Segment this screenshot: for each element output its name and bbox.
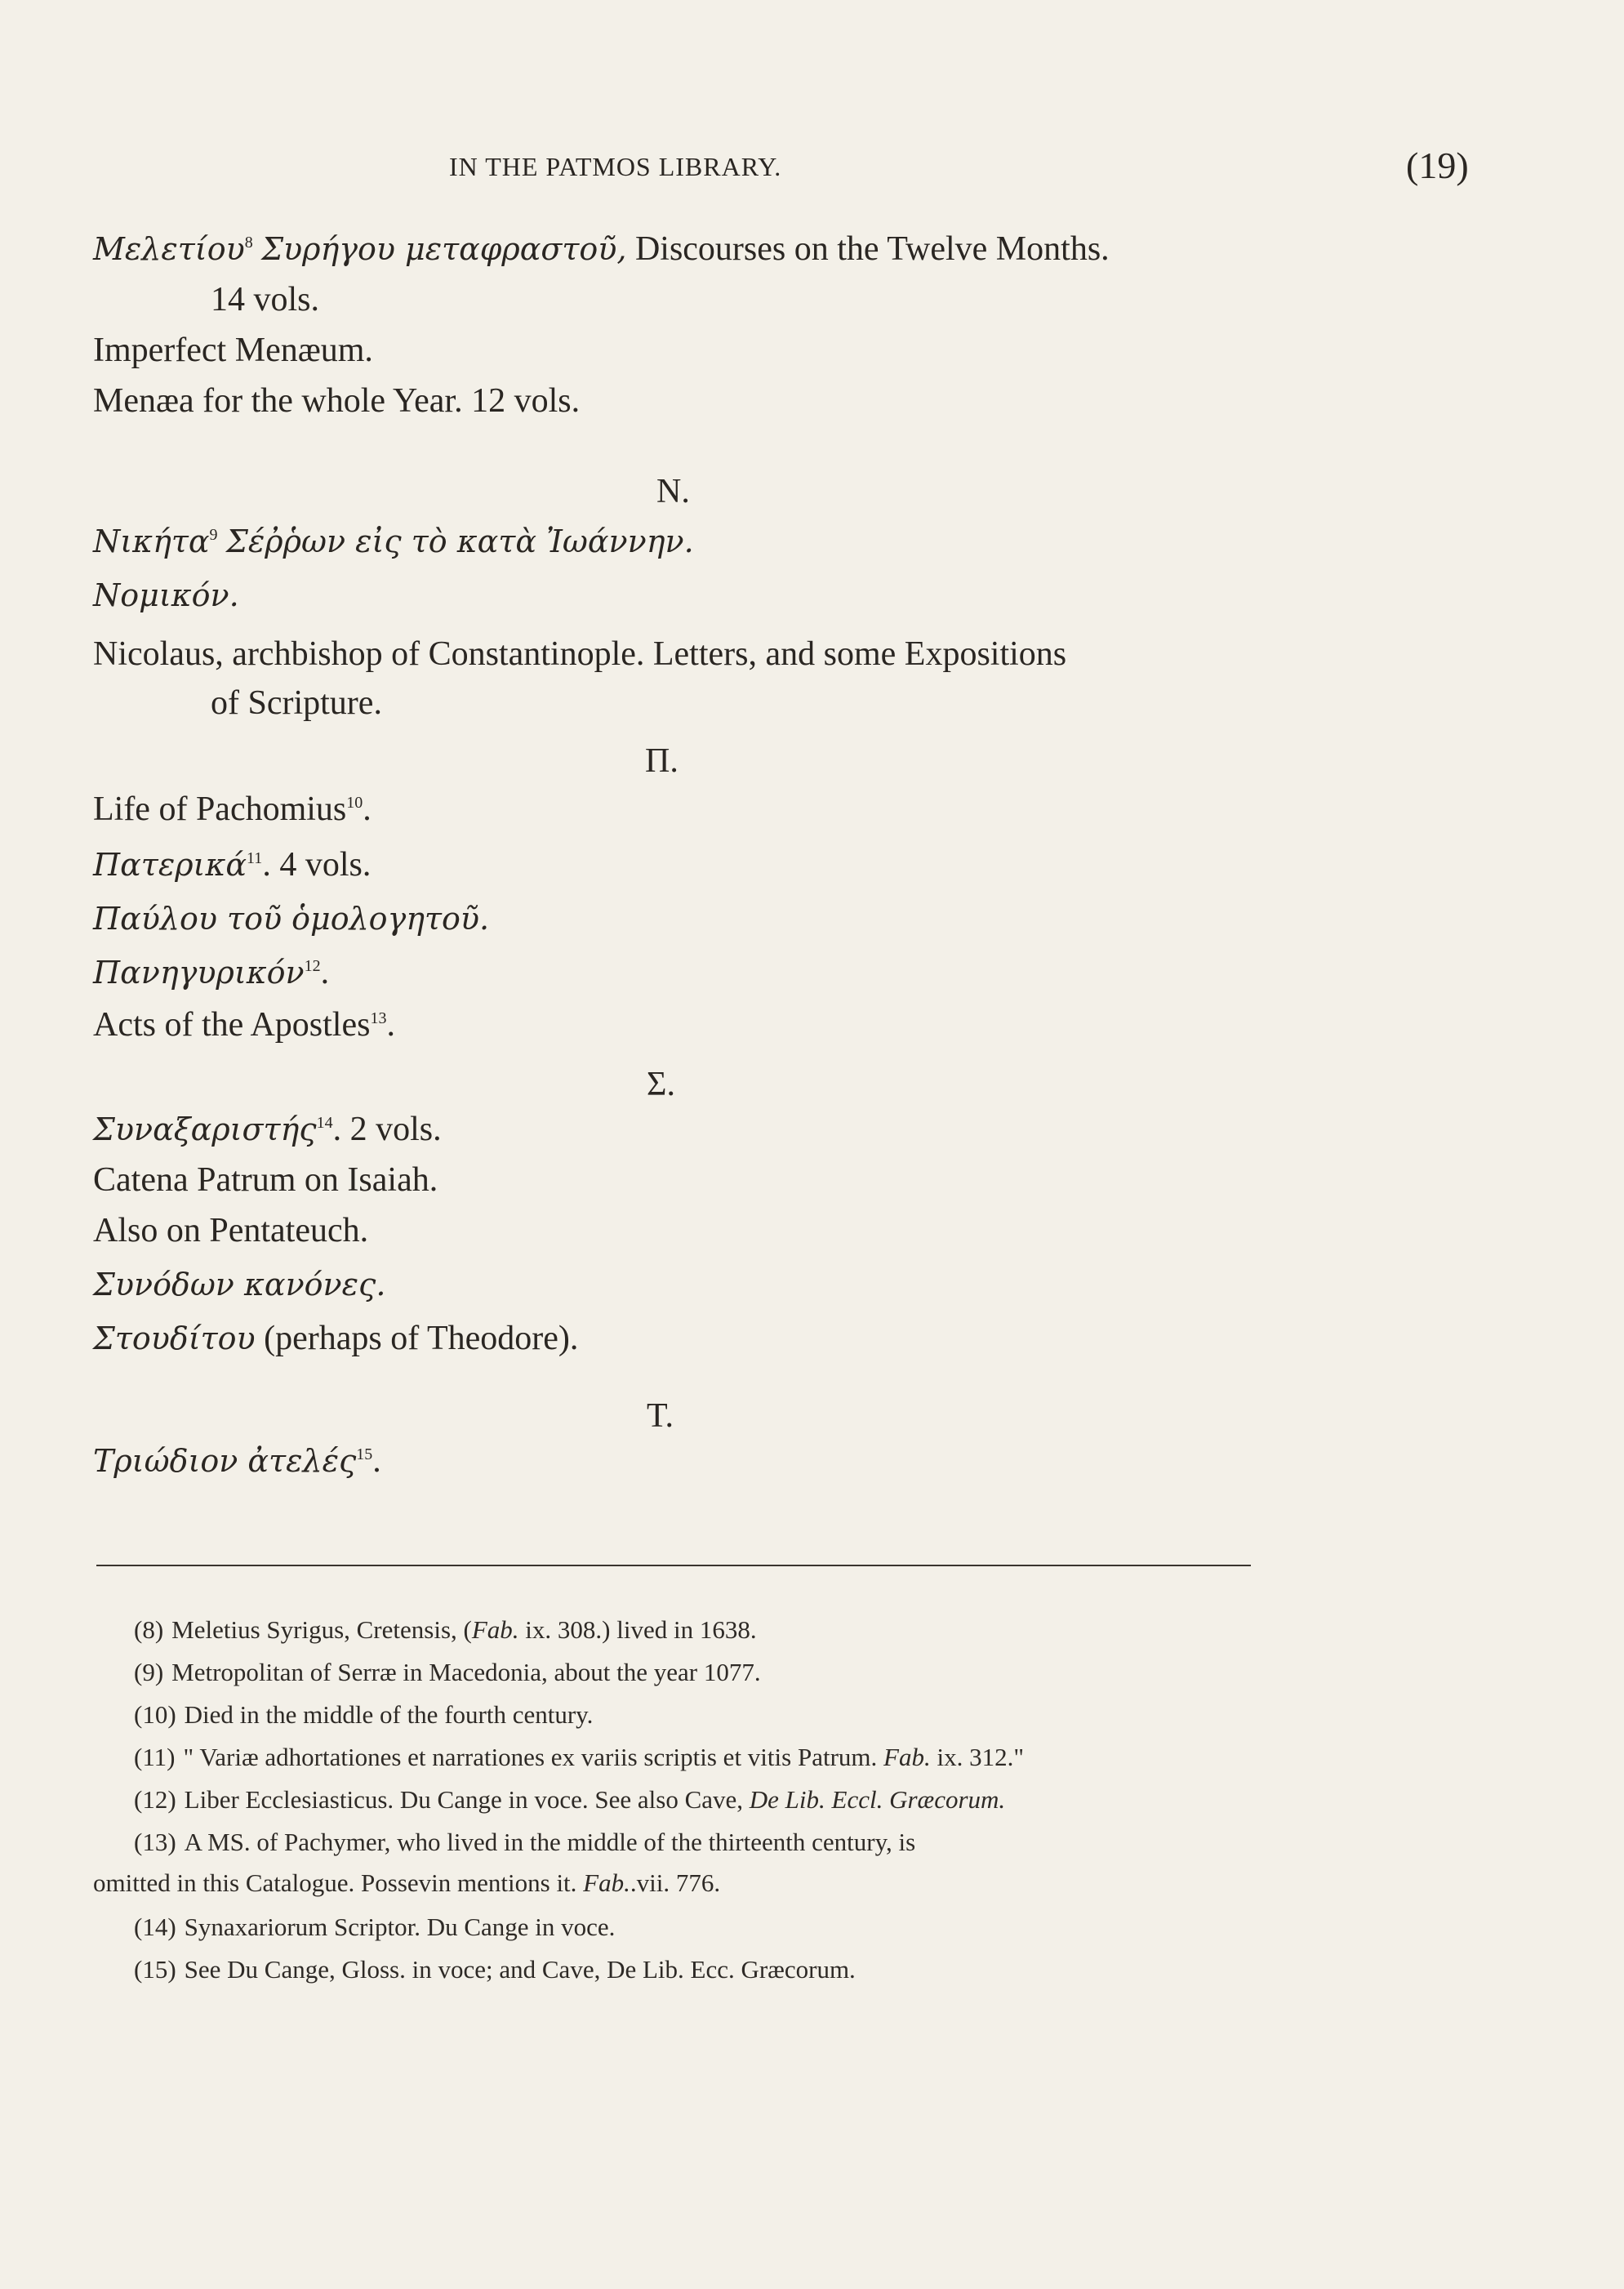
footnote-tail: ix. 308.) lived in 1638. <box>518 1615 757 1644</box>
section-letter-t: T. <box>647 1397 674 1435</box>
footnote <box>134 1617 757 1642</box>
entry-text: Imperfect Menæum. <box>93 332 373 369</box>
section-letter-sigma: Σ. <box>647 1066 675 1103</box>
footnote-number: (10) <box>134 1700 176 1729</box>
footnote-ref: 12 <box>304 957 321 975</box>
footnote-text: Metropolitan of Serræ in Macedonia, about the year 1077. <box>171 1658 761 1686</box>
catalogue-entry <box>93 902 489 936</box>
greek-text: Πανηγυρικόν <box>93 955 305 991</box>
footnote <box>134 1744 1024 1770</box>
greek-text: Παύλου τοῦ ὁμολογητοῦ. <box>93 901 490 937</box>
footnote <box>134 1957 856 1982</box>
footnote-italic: Fab. <box>583 1868 630 1897</box>
catalogue-entry <box>93 1214 368 1248</box>
footnote-ref: 11 <box>247 849 263 867</box>
footnote-ref: 15 <box>356 1445 373 1463</box>
catalogue-entry <box>93 1321 578 1356</box>
catalogue-entry-continuation <box>211 686 382 720</box>
entry-text: Nicolaus, archbishop of Constantinople. Letters, and some Expositions <box>93 635 1067 673</box>
footnote <box>134 1702 593 1727</box>
footnote <box>134 1659 761 1685</box>
catalogue-entry <box>93 1163 438 1197</box>
footnote-text: Synaxariorum Scriptor. Du Cange in voce. <box>184 1913 616 1941</box>
greek-text: Νομικόν. <box>93 577 239 613</box>
footnote-ref: 10 <box>346 794 363 812</box>
catalogue-entry <box>93 848 371 882</box>
footnote-text: Died in the middle of the fourth century. <box>184 1700 594 1729</box>
catalogue-entry <box>93 524 694 559</box>
footnote-ref: 9 <box>209 526 218 544</box>
page-number: (19) <box>1406 145 1469 186</box>
greek-text: Μελετίου <box>93 231 245 267</box>
footnote-number: (14) <box>134 1913 176 1941</box>
section-letter-pi: Π. <box>645 742 679 780</box>
entry-text: Catena Patrum on Isaiah. <box>93 1161 438 1199</box>
footnote-text: omitted in this Catalogue. Possevin mentions it. <box>93 1868 577 1897</box>
greek-text: Νικήτα <box>93 523 210 559</box>
section-letter-n: N. <box>656 473 690 510</box>
greek-text: Συρήγου μεταφραστοῦ, <box>261 231 627 267</box>
footnote-continuation <box>93 1870 720 1895</box>
footnote <box>134 1914 615 1939</box>
catalogue-entry <box>93 637 1066 671</box>
catalogue-entry <box>93 1112 442 1147</box>
entry-tail: . <box>363 790 372 828</box>
catalogue-entry <box>93 955 329 990</box>
greek-text: Συνόδων κανόνες. <box>93 1267 386 1303</box>
greek-text: Πατερικά <box>93 847 247 883</box>
catalogue-entry <box>93 1267 385 1302</box>
entry-text: 14 vols. <box>211 281 320 318</box>
footnote-ref: 14 <box>316 1114 333 1132</box>
footnote-number: (13) <box>134 1828 176 1856</box>
footnote-ref: 13 <box>370 1009 387 1027</box>
catalogue-entry <box>93 333 373 367</box>
greek-text: Στουδίτου <box>93 1320 256 1356</box>
entry-tail: . 2 vols. <box>332 1111 442 1148</box>
footnote-text: A MS. of Pachymer, who lived in the middle of the thirteenth century, is <box>184 1828 916 1856</box>
entry-tail: . 4 vols. <box>262 846 372 884</box>
footnote-text: " Variæ adhortationes et narrationes ex variis scriptis et vitis Patrum. <box>183 1743 878 1771</box>
footnote-number: (11) <box>134 1743 176 1771</box>
footnote-text: Meletius Syrigus, Cretensis, <box>171 1615 457 1644</box>
entry-text: Discourses on the Twelve Months. <box>634 230 1110 268</box>
footnote-divider <box>96 1565 1251 1566</box>
footnote-tail: ix. 312." <box>930 1743 1024 1771</box>
footnote <box>134 1829 915 1855</box>
footnote-italic: De Lib. Eccl. Græcorum. <box>749 1785 1006 1814</box>
footnote-number: (15) <box>134 1955 176 1984</box>
footnote-italic: Fab. <box>471 1615 519 1644</box>
greek-text: Τριώδιον ἀτελές <box>93 1443 357 1479</box>
footnote-number: (12) <box>134 1785 176 1814</box>
entry-tail: . <box>320 954 330 991</box>
entry-text: Acts of the Apostles <box>93 1006 371 1044</box>
footnote-number: (9) <box>134 1658 164 1686</box>
footnote-text-pre: ( <box>463 1615 472 1644</box>
entry-text: of Scripture. <box>211 684 382 722</box>
entry-tail: . <box>372 1442 381 1480</box>
catalogue-entry <box>93 232 1110 266</box>
footnote-tail: .vii. 776. <box>630 1868 721 1897</box>
catalogue-entry <box>93 578 239 612</box>
entry-text: (perhaps of Theodore). <box>255 1320 579 1357</box>
footnote-italic: Fab. <box>883 1743 931 1771</box>
catalogue-entry-continuation <box>211 283 319 317</box>
footnote-text: Liber Ecclesiasticus. Du Cange in voce. See also Cave, <box>184 1785 744 1814</box>
footnote-number: (8) <box>134 1615 164 1644</box>
footnote-text: See Du Cange, Gloss. in voce; and Cave, De Lib. Ecc. Græcorum. <box>184 1955 856 1984</box>
greek-text: Συναξαριστής <box>93 1111 317 1147</box>
running-header: IN THE PATMOS LIBRARY. <box>449 152 782 181</box>
entry-text: Menæa for the whole Year. 12 vols. <box>93 382 581 420</box>
footnote-ref: 8 <box>244 234 253 252</box>
catalogue-entry <box>93 1444 381 1478</box>
entry-text: Life of Pachomius <box>93 790 347 828</box>
entry-text: Also on Pentateuch. <box>93 1212 369 1249</box>
footnote <box>134 1787 1005 1812</box>
greek-text: Σέῤῥων εἰς τὸ κατὰ Ἰωάννην. <box>226 523 694 559</box>
entry-tail: . <box>386 1006 395 1044</box>
catalogue-entry <box>93 792 372 826</box>
catalogue-entry <box>93 384 580 418</box>
catalogue-entry <box>93 1008 395 1042</box>
